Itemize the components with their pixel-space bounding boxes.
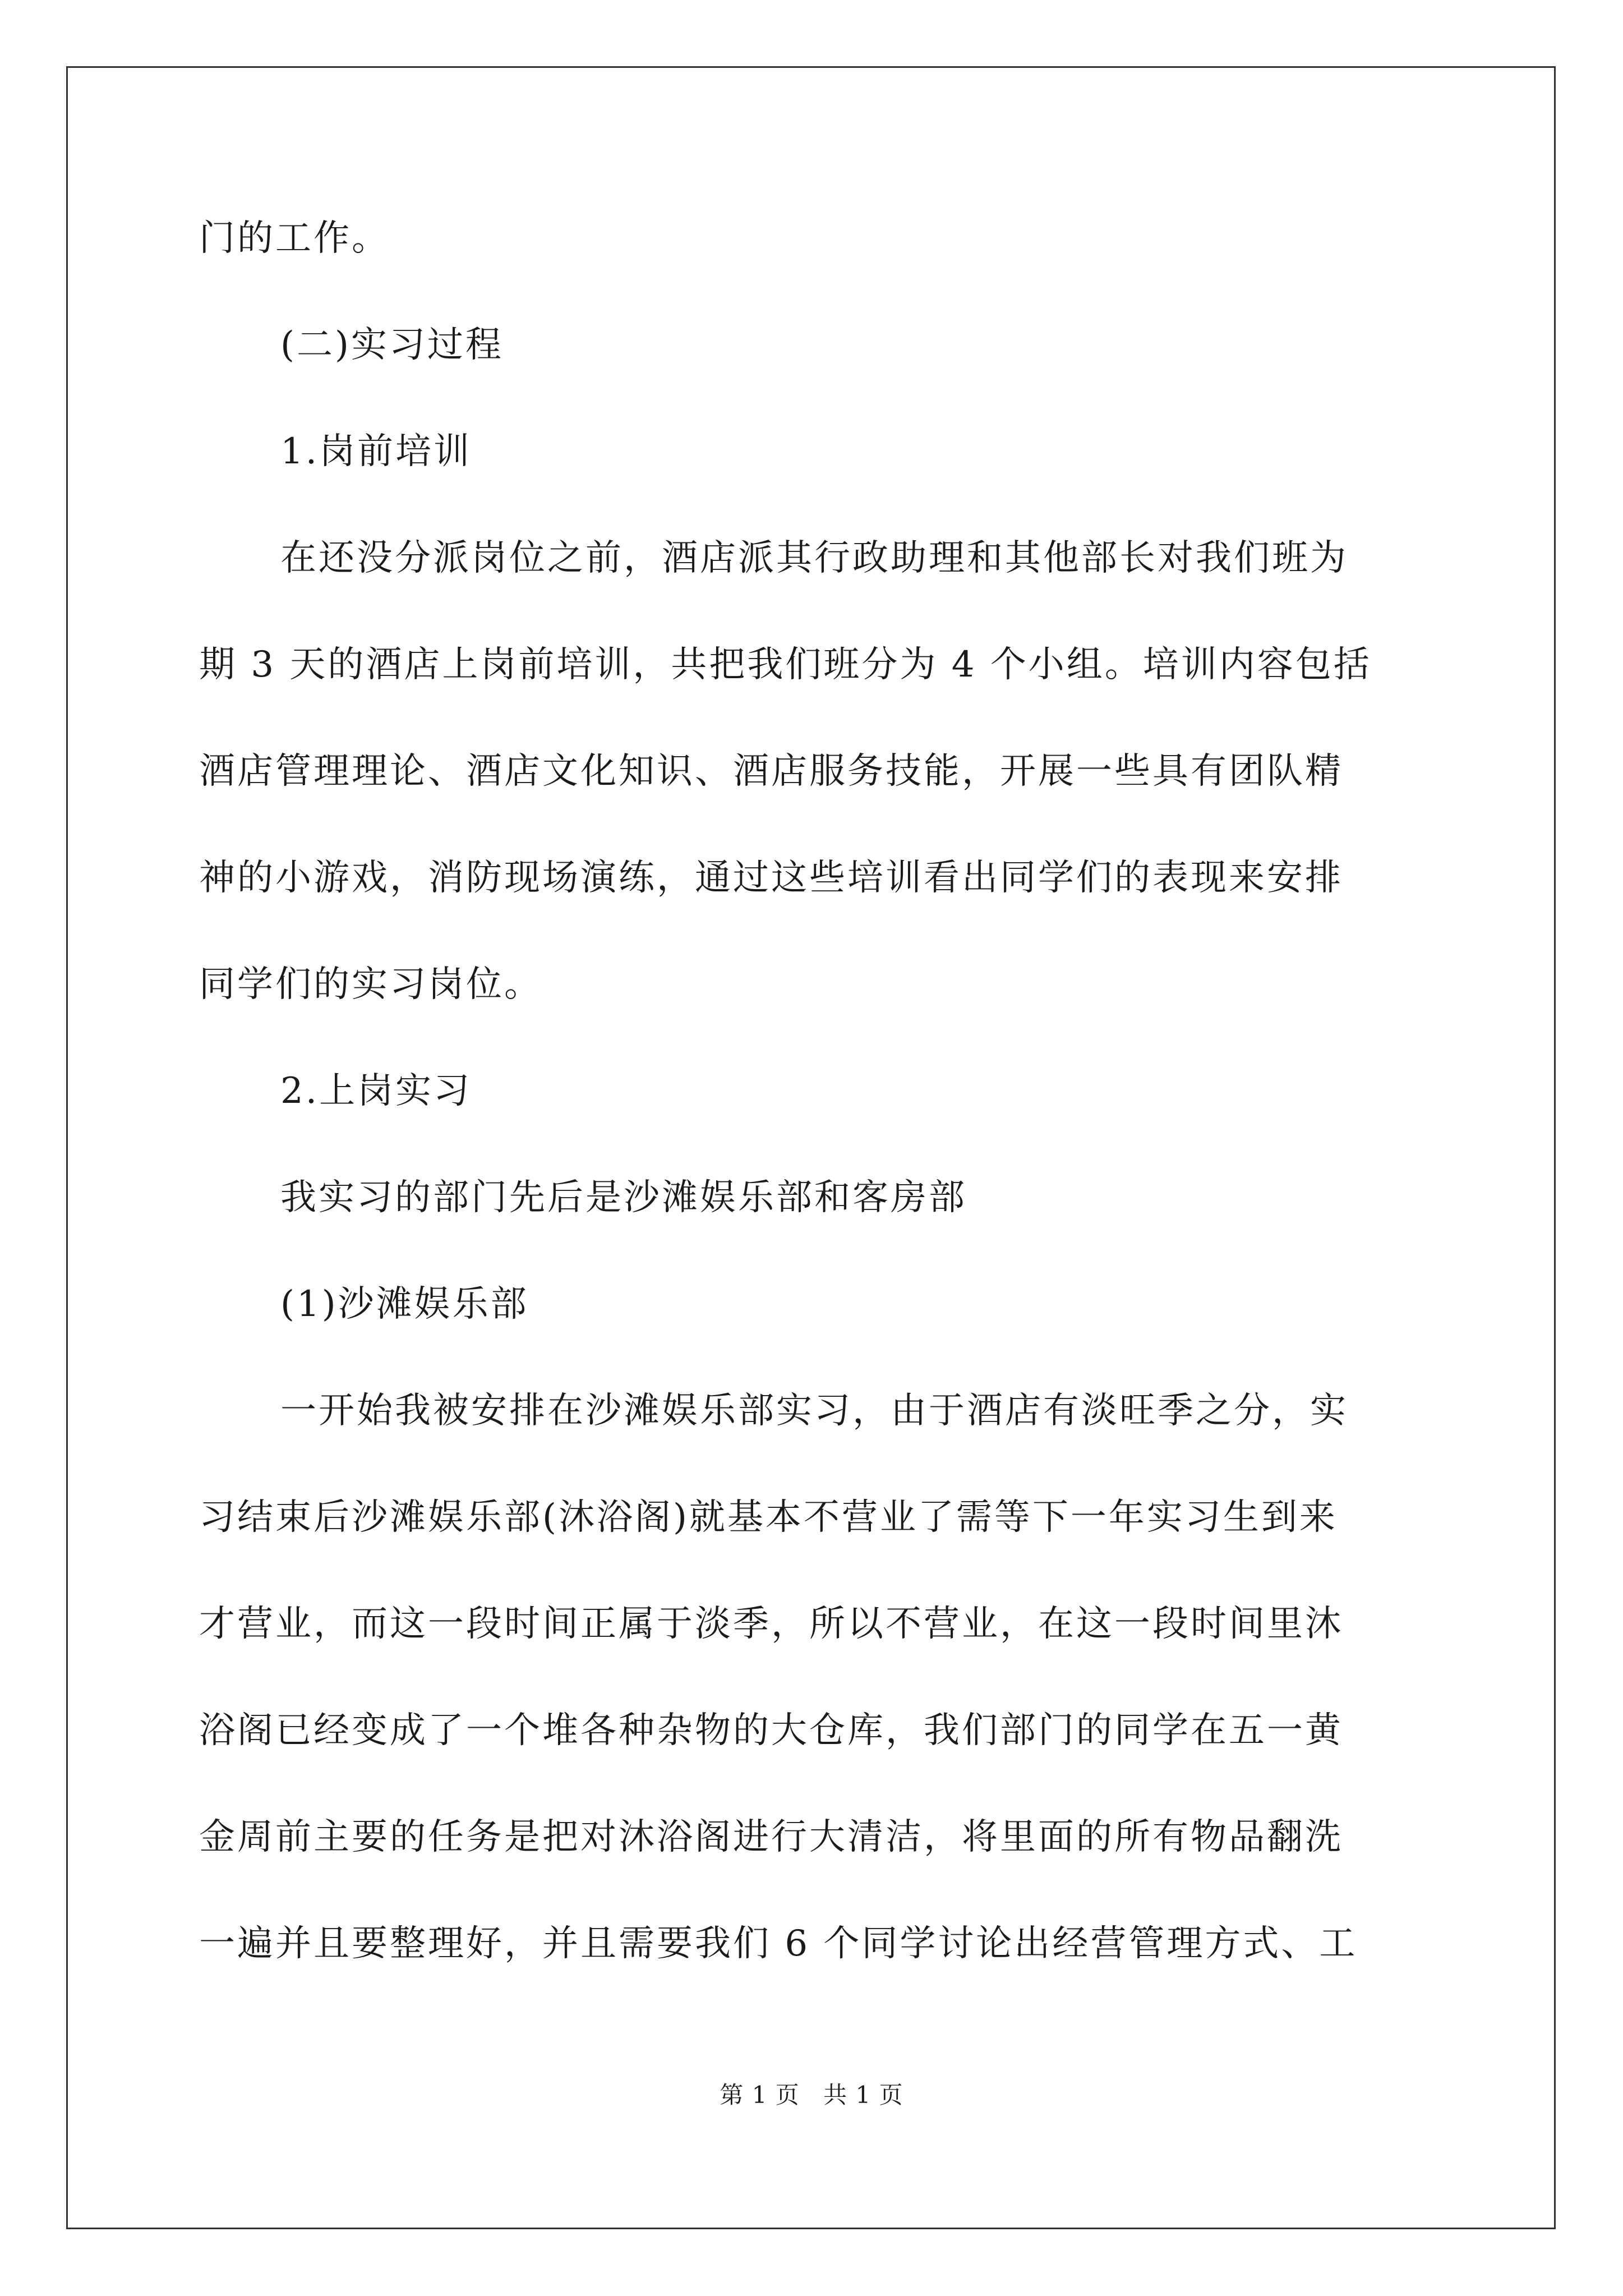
text-line: 门的工作。 (199, 218, 390, 259)
text-line: 浴阁已经变成了一个堆各种杂物的大仓库，我们部门的同学在五一黄 (199, 1710, 1343, 1751)
page-footer (0, 2078, 1623, 2112)
text-line: 同学们的实习岗位。 (199, 964, 542, 1005)
text-line: 一开始我被安排在沙滩娱乐部实习，由于酒店有淡旺季之分，实 (280, 1390, 1348, 1432)
text-line: 在还没分派岗位之前，酒店派其行政助理和其他部长对我们班为 (280, 537, 1348, 579)
section-heading: (二)实习过程 (280, 324, 504, 366)
text-line: 习结束后沙滩娱乐部(沐浴阁)就基本不营业了需等下一年实习生到来 (199, 1497, 1338, 1538)
subsection-heading: (1)沙滩娱乐部 (280, 1283, 529, 1325)
subsection-heading: 1.岗前培训 (280, 431, 472, 472)
page-number: 第 1 页 (720, 2081, 800, 2109)
text-line: 期 3 天的酒店上岗前培训，共把我们班分为 4 个小组。培训内容包括 (199, 644, 1372, 685)
page-total: 共 1 页 (823, 2081, 903, 2109)
page-border (66, 66, 1556, 2229)
text-line: 神的小游戏，消防现场演练，通过这些培训看出同学们的表现来安排 (199, 857, 1343, 899)
subsection-heading: 2.上岗实习 (280, 1070, 472, 1112)
text-line: 酒店管理理论、酒店文化知识、酒店服务技能，开展一些具有团队精 (199, 751, 1343, 792)
text-line: 金周前主要的任务是把对沐浴阁进行大清洁，将里面的所有物品翻洗 (199, 1816, 1343, 1858)
text-line: 一遍并且要整理好，并且需要我们 6 个同学讨论出经营管理方式、工 (199, 1923, 1358, 1964)
text-line: 我实习的部门先后是沙滩娱乐部和客房部 (280, 1177, 967, 1218)
text-line: 才营业，而这一段时间正属于淡季，所以不营业，在这一段时间里沐 (199, 1603, 1343, 1645)
